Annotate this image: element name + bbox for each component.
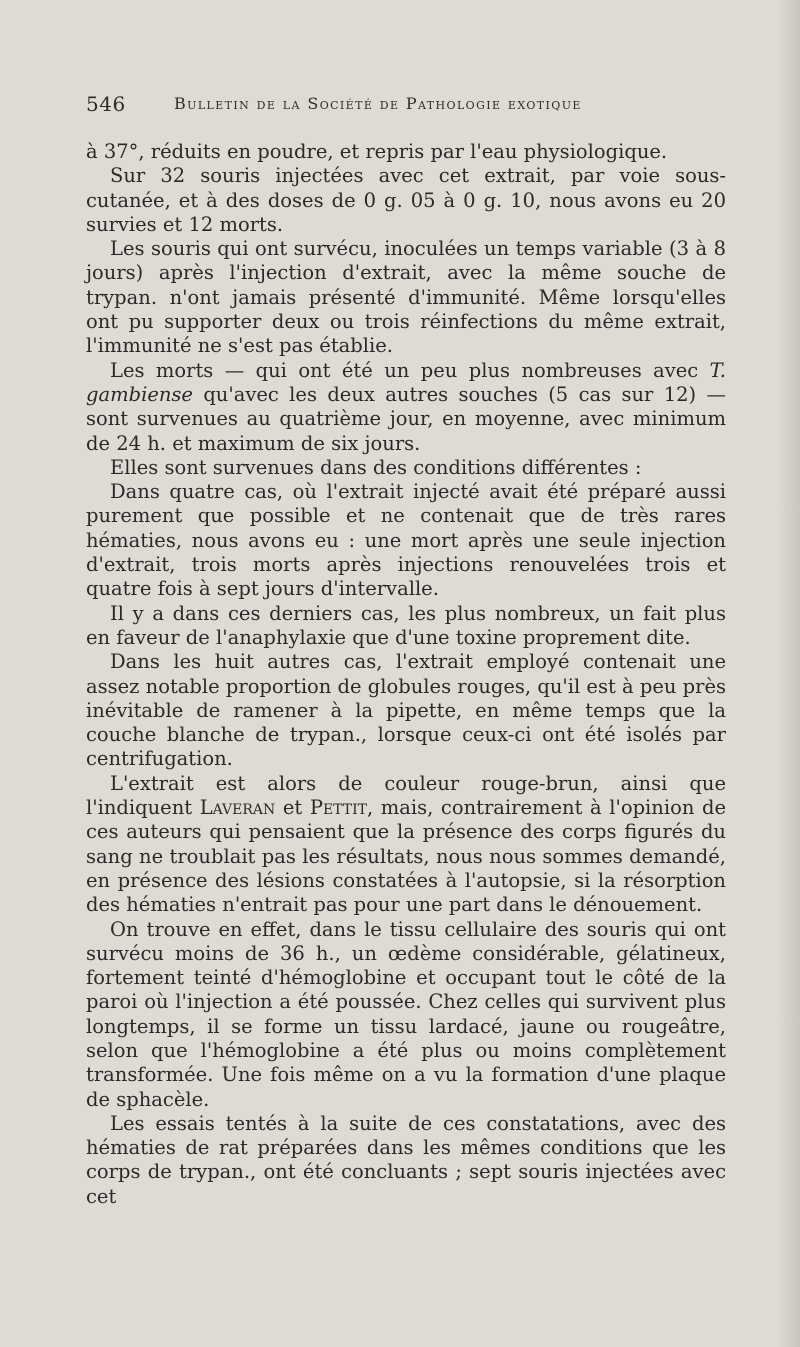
author-laveran: Laveran [199,796,276,820]
journal-title: Bulletin de la Société de Pathologie exotique [174,94,582,113]
paragraph-oedema: On trouve en effet, dans le tissu cellulaire des souris qui ont survécu moins de 36 h., un œdème considérable, gélatineux, fortement teinté d'hémoglobine et occupant tout le côté de la paroi où l'injection a été poussée. Chez celles qui survivent plus longtemps, il se forme un tissu lardacé, jaune ou rougeâtre, selon que l'hémoglobine a été plus ou moins complètement transformée. Une fois même on a vu la formation d'une plaque de sphacèle. [86,917,726,1111]
paragraph-no-immunity: Les souris qui ont survécu, inoculées un temps variable (3 à 8 jours) après l'injection d'extrait, avec la même souche de trypan. n'ont jamais présenté d'immunité. Même lorsqu'elles ont pu supporter deux ou trois réinfections du même extrait, l'immunité ne s'est pas établie. [86,237,726,358]
paragraph-anaphylaxis: Il y a dans ces derniers cas, les plus nombreux, un fait plus en faveur de l'anaphylaxie que d'une toxine proprement dite. [86,601,726,649]
paragraph-eight-cases: Dans les huit autres cas, l'extrait employé contenait une assez notable proportion de globules rouges, qu'il est à peu près inévitable de ramener à la pipette, en même temps que la couche blanche de trypan., lorsque ceux-ci ont été isolés par centrifugation. [86,650,726,771]
paragraph-extract-preparation: à 37°, réduits en poudre, et repris par l'eau physiologique. [86,140,668,163]
paragraph-deaths [86,359,726,456]
laveran-text-start: L'extrait est alors de couleur rouge-brun, ainsi que l'indiquent [86,771,726,820]
body-text [86,140,726,1209]
paragraph-injection-results: Sur 32 souris injectées avec cet extrait, par voie sous-cutanée, et à des doses de 0 g. 05 à 0 g. 10, nous avons eu 20 survies et 12 morts. [86,164,726,236]
paragraph-conditions: Elles sont survenues dans des conditions différentes : [110,455,642,479]
deaths-text-start: Les morts — qui ont été un peu plus nombreuses avec [110,358,710,382]
deaths-text-end: qu'avec les deux autres souches (5 cas sur 12) — sont survenues au quatrième jour, en moyenne, avec minimum de 24 h. et maximum de six jours. [86,382,726,455]
paragraph-four-cases: Dans quatre cas, où l'extrait injecté avait été préparé aussi purement que possible et ne contenait que de très rares hématies, nous avons eu : une mort après une seule injection d'extrait, trois morts après injections renouvelées trois et quatre fois à sept jours d'intervalle. [86,480,726,601]
laveran-text-end: , mais, contrairement à l'opinion de ces auteurs qui pensaient que la présence des corps figurés du sang ne troublait pas les résultats, nous nous sommes demandé, en présence des lésions constatées à l'autopsie, si la résorption des hématies n'entrait pas pour une part dans le dénouement. [86,796,726,917]
running-head [86,92,726,122]
page-number: 546 [86,92,126,116]
paragraph-laveran-pettit [86,772,726,918]
page-edge-shadow [776,0,800,1347]
species-name: T. gambiense [86,358,726,406]
author-pettit: Pettit [309,796,367,820]
laveran-text-and: et [275,796,310,820]
paragraph-rat-hematies: Les essais tentés à la suite de ces constatations, avec des hématies de rat préparées dans les mêmes conditions que les corps de trypan., ont été concluants ; sept souris injectées avec cet [86,1111,726,1208]
